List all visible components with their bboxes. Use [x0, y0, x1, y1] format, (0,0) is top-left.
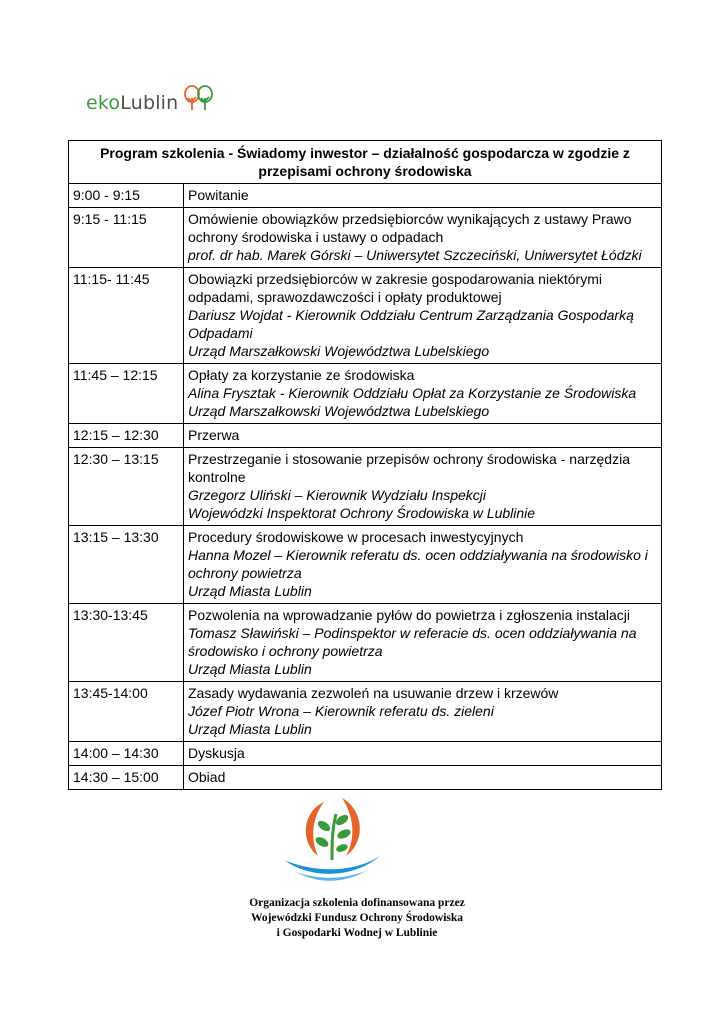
logo-suffix: Lublin [120, 92, 179, 114]
table-row [69, 526, 662, 604]
session-speaker: Grzegorz Uliński – Kierownik Wydziału Inspekcji [188, 487, 486, 503]
funding-note [232, 896, 482, 941]
trees-icon [182, 84, 216, 114]
session-topic: Omówienie obowiązków przedsiębiorców wynikających z ustawy Prawo ochrony środowiska i ustawy o odpadach [188, 211, 632, 245]
session-speaker: Dariusz Wojdat - Kierownik Oddziału Centrum Zarządzania Gospodarką Odpadami [188, 307, 634, 341]
table-row [69, 268, 662, 364]
session-speaker: Urząd Marszałkowski Województwa Lubelskiego [188, 343, 490, 359]
time-cell: 13:15 – 13:30 [69, 526, 184, 604]
session-topic: Procedury środowiskowe w procesach inwestycyjnych [188, 529, 524, 545]
session-speaker: prof. dr hab. Marek Górski – Uniwersytet Szczeciński, Uniwersytet Łódzki [188, 247, 642, 263]
session-cell [184, 682, 662, 742]
ekolublin-logo [86, 80, 216, 114]
time-cell: 11:15- 11:45 [69, 268, 184, 364]
session-cell [184, 526, 662, 604]
time-cell: 13:30-13:45 [69, 604, 184, 682]
session-cell [184, 448, 662, 526]
session-speaker: Urząd Marszałkowski Województwa Lubelskiego [188, 403, 490, 419]
table-row [69, 184, 662, 208]
session-cell [184, 184, 662, 208]
session-cell [184, 604, 662, 682]
time-cell: 9:15 - 11:15 [69, 208, 184, 268]
funding-line-2: Wojewódzki Fundusz Ochrony Środowiska [250, 912, 464, 924]
program-title-row [69, 141, 662, 184]
table-row [69, 742, 662, 766]
program-title: Program szkolenia - Świadomy inwestor – działalność gospodarcza w zgodzie z przepisami ochrony środowiska [69, 141, 662, 184]
session-topic: Zasady wydawania zezwoleń na usuwanie drzew i krzewów [188, 685, 559, 701]
session-topic: Pozwolenia na wprowadzanie pyłów do powietrza i zgłoszenia instalacji [188, 607, 631, 623]
session-speaker: Alina Frysztak - Kierownik Oddziału Opłat za Korzystanie ze Środowiska [188, 385, 637, 401]
time-cell: 12:15 – 12:30 [69, 424, 184, 448]
session-speaker: Urząd Miasta Lublin [188, 721, 312, 737]
session-speaker: Tomasz Sławiński – Podinspektor w referacie ds. ocen oddziaływania na środowisko i ochrony powietrza [188, 625, 637, 659]
session-topic: Opłaty za korzystanie ze środowiska [188, 367, 415, 383]
table-row [69, 208, 662, 268]
session-speaker: Urząd Miasta Lublin [188, 661, 312, 677]
table-row [69, 424, 662, 448]
session-topic: Przestrzeganie i stosowanie przepisów ochrony środowiska - narzędzia kontrolne [188, 451, 630, 485]
time-cell: 11:45 – 12:15 [69, 364, 184, 424]
session-topic: Obowiązki przedsiębiorców w zakresie gospodarowania niektórymi odpadami, sprawozdawczości i opłaty produktowej [188, 271, 602, 305]
table-row [69, 766, 662, 790]
table-row [69, 448, 662, 526]
program-table [68, 140, 662, 790]
logo-text [86, 92, 178, 114]
session-topic: Przerwa [188, 427, 240, 443]
session-cell [184, 766, 662, 790]
program-body [69, 184, 662, 790]
logo-prefix: eko [86, 92, 121, 114]
funding-line-1: Organizacja szkolenia dofinansowana przez [249, 897, 465, 909]
session-speaker: Józef Piotr Wrona – Kierownik referatu ds. zieleni [188, 703, 494, 719]
session-topic: Obiad [188, 769, 226, 785]
time-cell: 9:00 - 9:15 [69, 184, 184, 208]
session-cell [184, 742, 662, 766]
session-cell [184, 364, 662, 424]
session-speaker: Urząd Miasta Lublin [188, 583, 312, 599]
time-cell: 12:30 – 13:15 [69, 448, 184, 526]
time-cell: 14:30 – 15:00 [69, 766, 184, 790]
session-speaker: Hanna Mozel – Kierownik referatu ds. ocen oddziaływania na środowisko i ochrony powietrza [188, 547, 648, 581]
table-row [69, 604, 662, 682]
session-cell [184, 268, 662, 364]
funding-line-3: i Gospodarki Wodnej w Lublinie [276, 927, 438, 939]
session-cell [184, 424, 662, 448]
time-cell: 13:45-14:00 [69, 682, 184, 742]
session-topic: Dyskusja [188, 745, 245, 761]
table-row [69, 682, 662, 742]
table-row [69, 364, 662, 424]
session-topic: Powitanie [188, 187, 249, 203]
time-cell: 14:00 – 14:30 [69, 742, 184, 766]
session-speaker: Wojewódzki Inspektorat Ochrony Środowiska w Lublinie [188, 505, 536, 521]
session-cell [184, 208, 662, 268]
wfosigw-logo [282, 794, 382, 886]
